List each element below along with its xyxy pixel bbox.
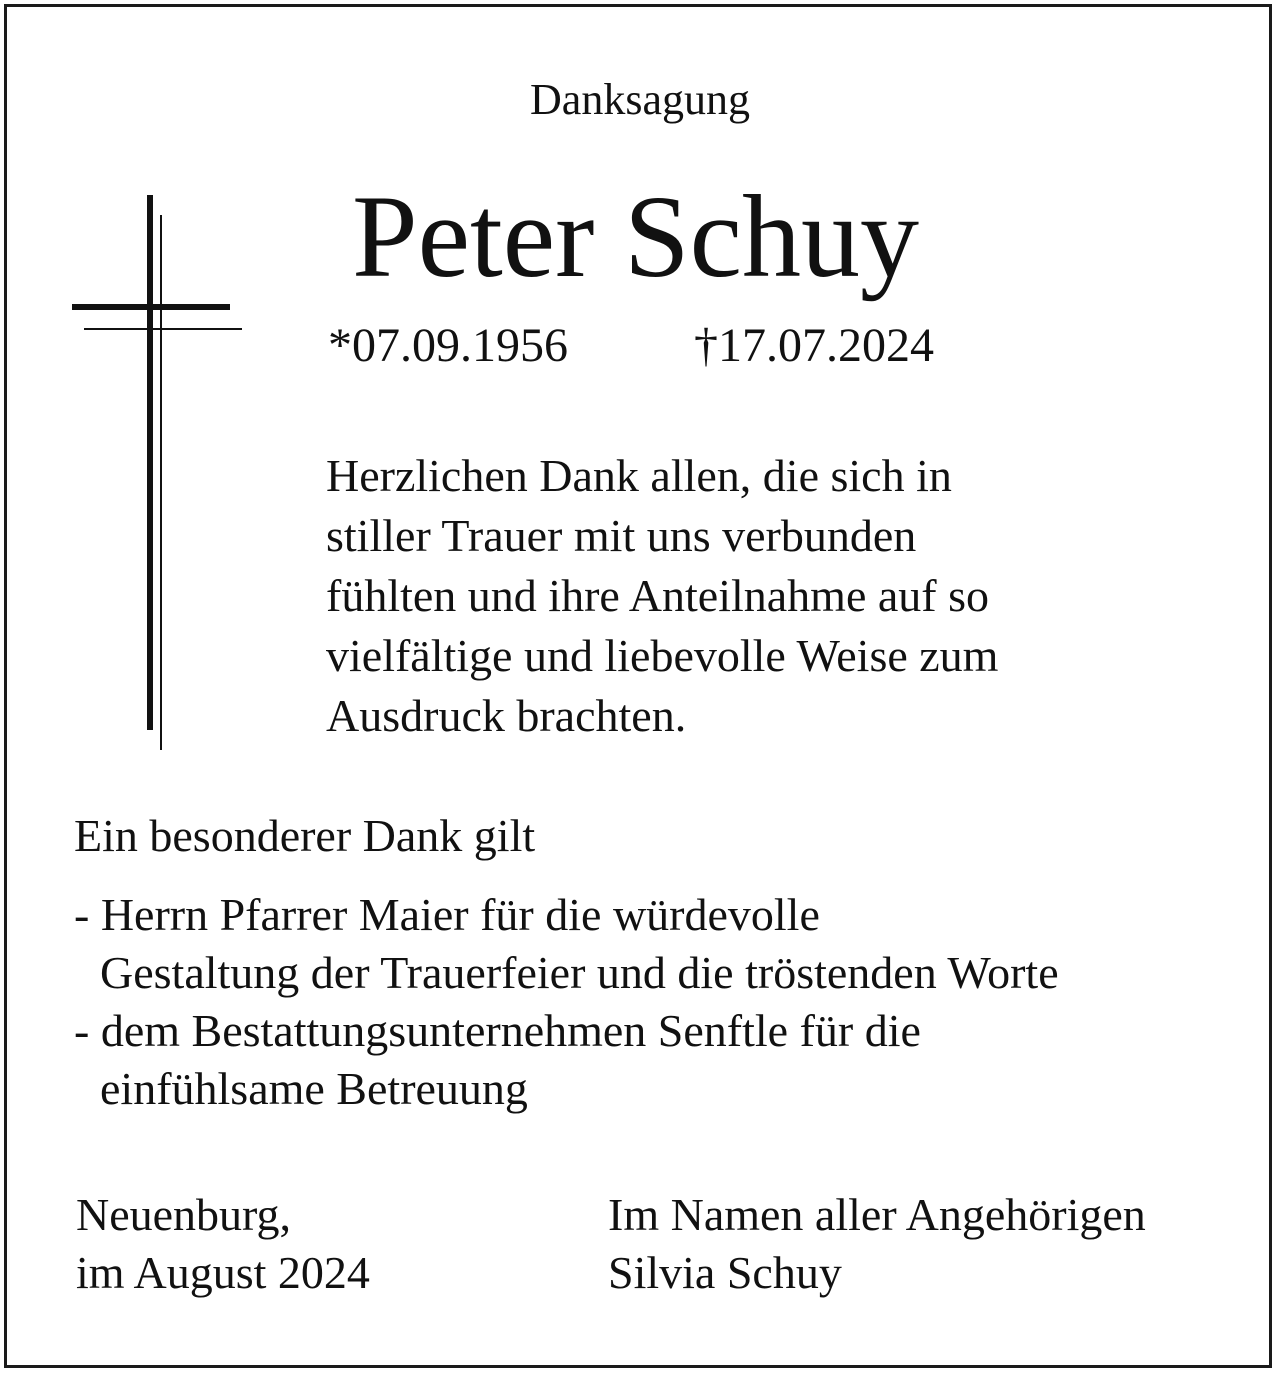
special-thanks-list bbox=[74, 886, 1254, 1118]
cross-horizontal-thin bbox=[84, 328, 242, 330]
signature bbox=[608, 1186, 1146, 1302]
thank-you-message bbox=[326, 446, 1226, 746]
message-line: vielfältige und liebevolle Weise zum bbox=[326, 630, 999, 681]
message-line: Ausdruck brachten. bbox=[326, 690, 687, 741]
cross-icon bbox=[70, 190, 250, 755]
birth-date: *07.09.1956 bbox=[328, 319, 568, 372]
signature-name: Silvia Schuy bbox=[608, 1247, 842, 1298]
list-item-line: - dem Bestattungsunternehmen Senftle für die bbox=[74, 1005, 921, 1056]
deceased-name: Peter Schuy bbox=[352, 171, 919, 302]
message-line: fühlten und ihre Anteilnahme auf so bbox=[326, 570, 990, 621]
notice-heading: Danksagung bbox=[530, 75, 750, 124]
message-line: Herzlichen Dank allen, die sich in bbox=[326, 450, 952, 501]
special-thanks-intro: Ein besonderer Dank gilt bbox=[74, 810, 536, 861]
place-line: Neuenburg, bbox=[76, 1189, 292, 1240]
signature-line: Im Namen aller Angehörigen bbox=[608, 1189, 1146, 1240]
list-item-line: - Herrn Pfarrer Maier für die würdevolle bbox=[74, 889, 820, 940]
death-date: †17.07.2024 bbox=[694, 319, 934, 372]
message-line: stiller Trauer mit uns verbunden bbox=[326, 510, 917, 561]
cross-vertical-thin bbox=[160, 215, 162, 750]
cross-vertical-bar bbox=[147, 195, 153, 730]
list-item-line: Gestaltung der Trauerfeier und die tröstenden Worte bbox=[100, 947, 1059, 998]
list-item bbox=[74, 1002, 1254, 1118]
list-item-line: einfühlsame Betreuung bbox=[100, 1063, 528, 1114]
place-and-date bbox=[76, 1186, 370, 1302]
list-item bbox=[74, 886, 1254, 1002]
cross-horizontal-bar bbox=[72, 304, 230, 310]
date-line: im August 2024 bbox=[76, 1247, 370, 1298]
